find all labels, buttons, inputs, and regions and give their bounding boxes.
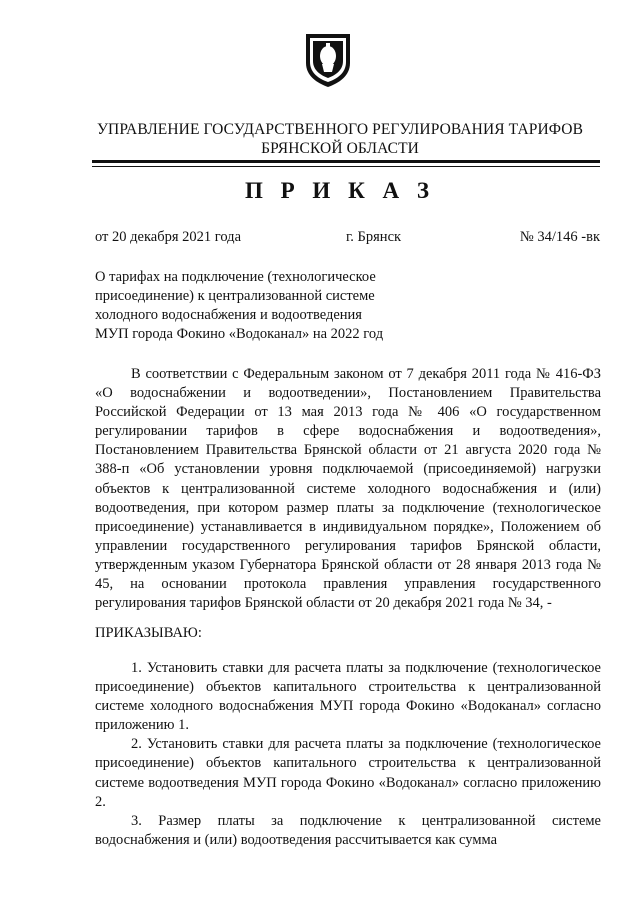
subject-line: холодного водоснабжения и водоотведения [95, 307, 362, 323]
clause-2: 2. Установить ставки для расчета платы за подключение (технологическое присоединение) объектов капитального строительства к централизованной системе водоотведения МУП города Фокино «Водоканал» согласно приложению 2. [95, 736, 601, 810]
order-date: от 20 декабря 2021 года [95, 229, 241, 245]
order-clauses [95, 659, 601, 850]
order-city: г. Брянск [346, 229, 402, 245]
preamble-paragraph: В соответствии с Федеральным законом от 7 декабря 2011 года № 416-ФЗ «О водоснабжении и водоотведении», Постановлением Правительства Российской Федерации от 13 мая 2013 года № 406 «О государственном регулировании тарифов в сфере водоснабжения и водоотведения», Постановлением Правительства Брянской области от 21 августа 2020 года № 388-п «Об установлении уровня подключаемой (присоединяемой) нагрузки объектов к централизованной системе холодного водоснабжения и (или) водоотведения, при котором размер платы за подключение (технологическое присоединение) устанавливается в индивидуальном порядке», Положением об управлении государственного регулирования тарифов Брянской области, утвержденным указом Губернатора Брянской области от 28 января 2013 года № 45, на основании протокола правления управления государственного регулирования тарифов Брянской области от 20 декабря 2021 года № 34, - [95, 366, 601, 612]
clause-3: 3. Размер платы за подключение к централизованной системе водоснабжения и (или) водоотведения рассчитывается как сумма [95, 812, 601, 848]
order-subject [95, 268, 435, 344]
coat-of-arms-icon [303, 30, 353, 88]
order-number: № 34/146 -вк [519, 229, 600, 245]
subject-line: О тарифах на подключение (технологическое [95, 269, 376, 285]
document-title: П Р И К А З [244, 178, 435, 203]
subject-line: присоединение) к централизованной системе [95, 288, 375, 304]
header-divider-thin [92, 166, 600, 167]
clause-1: 1. Установить ставки для расчета платы за подключение (технологическое присоединение) объектов капитального строительства к централизованной системе холодного водоснабжения МУП города Фокино «Водоканал» согласно приложению 1. [95, 660, 601, 734]
subject-line: МУП города Фокино «Водоканал» на 2022 год [95, 326, 384, 342]
organization-name-line2: БРЯНСКОЙ ОБЛАСТИ [261, 140, 419, 157]
decree-word: ПРИКАЗЫВАЮ: [95, 625, 202, 641]
organization-name-line1: УПРАВЛЕНИЕ ГОСУДАРСТВЕННОГО РЕГУЛИРОВАНИЯ ТАРИФОВ [96, 121, 584, 138]
header-divider-thick [92, 160, 600, 163]
